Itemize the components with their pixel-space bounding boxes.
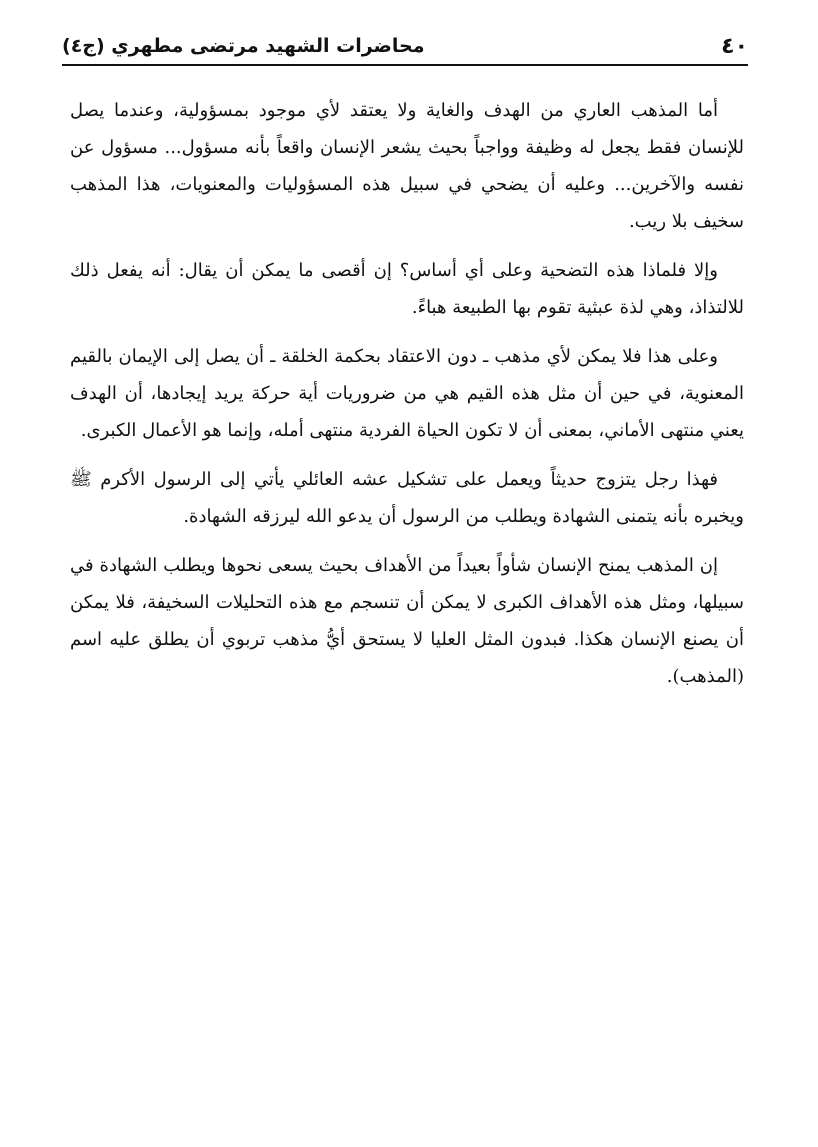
paragraph: أما المذهب العاري من الهدف والغاية ولا يعتقد لأي موجود بمسؤولية، وعندما يصل للإنسان فقط يجعل له وظيفة وواجباً بحيث يشعر الإنسان واقعاً بأنه مسؤول... مسؤول عن نفسه والآخرين... وعليه أن يضحي في سبيل هذه المسؤوليات والمعنويات، هذا المذهب سخيف بلا ريب. bbox=[70, 100, 744, 232]
paragraph: إن المذهب يمنح الإنسان شأواً بعيداً من الأهداف بحيث يسعى نحوها ويطلب الشهادة في سبيلها، ومثل هذه الأهداف الكبرى لا يمكن أن تنسجم مع هذه التحليلات السخيفة، فلا يمكن أن يصنع الإنسان هكذا. فبدون المثل العليا لا يستحق أيُّ مذهب تربوي أن يطلق عليه اسم (المذهب). bbox=[70, 555, 744, 687]
paragraph: فهذا رجل يتزوج حديثاً ويعمل على تشكيل عشه العائلي يأتي إلى الرسول الأكرم ﷺ ويخبره بأنه يتمنى الشهادة ويطلب من الرسول أن يدعو الله ليرزقه الشهادة. bbox=[70, 469, 744, 527]
paragraph: وإلا فلماذا هذه التضحية وعلى أي أساس؟ إن أقصى ما يمكن أن يقال: أنه يفعل ذلك للالتذاذ، وهي لذة عبثية تقوم بها الطبيعة هباءً. bbox=[70, 260, 744, 318]
body-text bbox=[70, 92, 744, 707]
running-title: محاضرات الشهيد مرتضى مطهري (ج٤) bbox=[62, 35, 425, 57]
paragraph: وعلى هذا فلا يمكن لأي مذهب ـ دون الاعتقاد بحكمة الخلقة ـ أن يصل إلى الإيمان بالقيم المعنوية، في حين أن مثل هذه القيم هي من ضروريات أية حركة يريد إيجادها، أن الهدف يعني منتهى الأماني، بمعنى أن لا تكون الحياة الفردية منتهى أمله، وإنما هو الأعمال الكبرى. bbox=[70, 346, 744, 441]
page-number: ٤٠ bbox=[721, 33, 748, 59]
page-header bbox=[62, 28, 748, 66]
